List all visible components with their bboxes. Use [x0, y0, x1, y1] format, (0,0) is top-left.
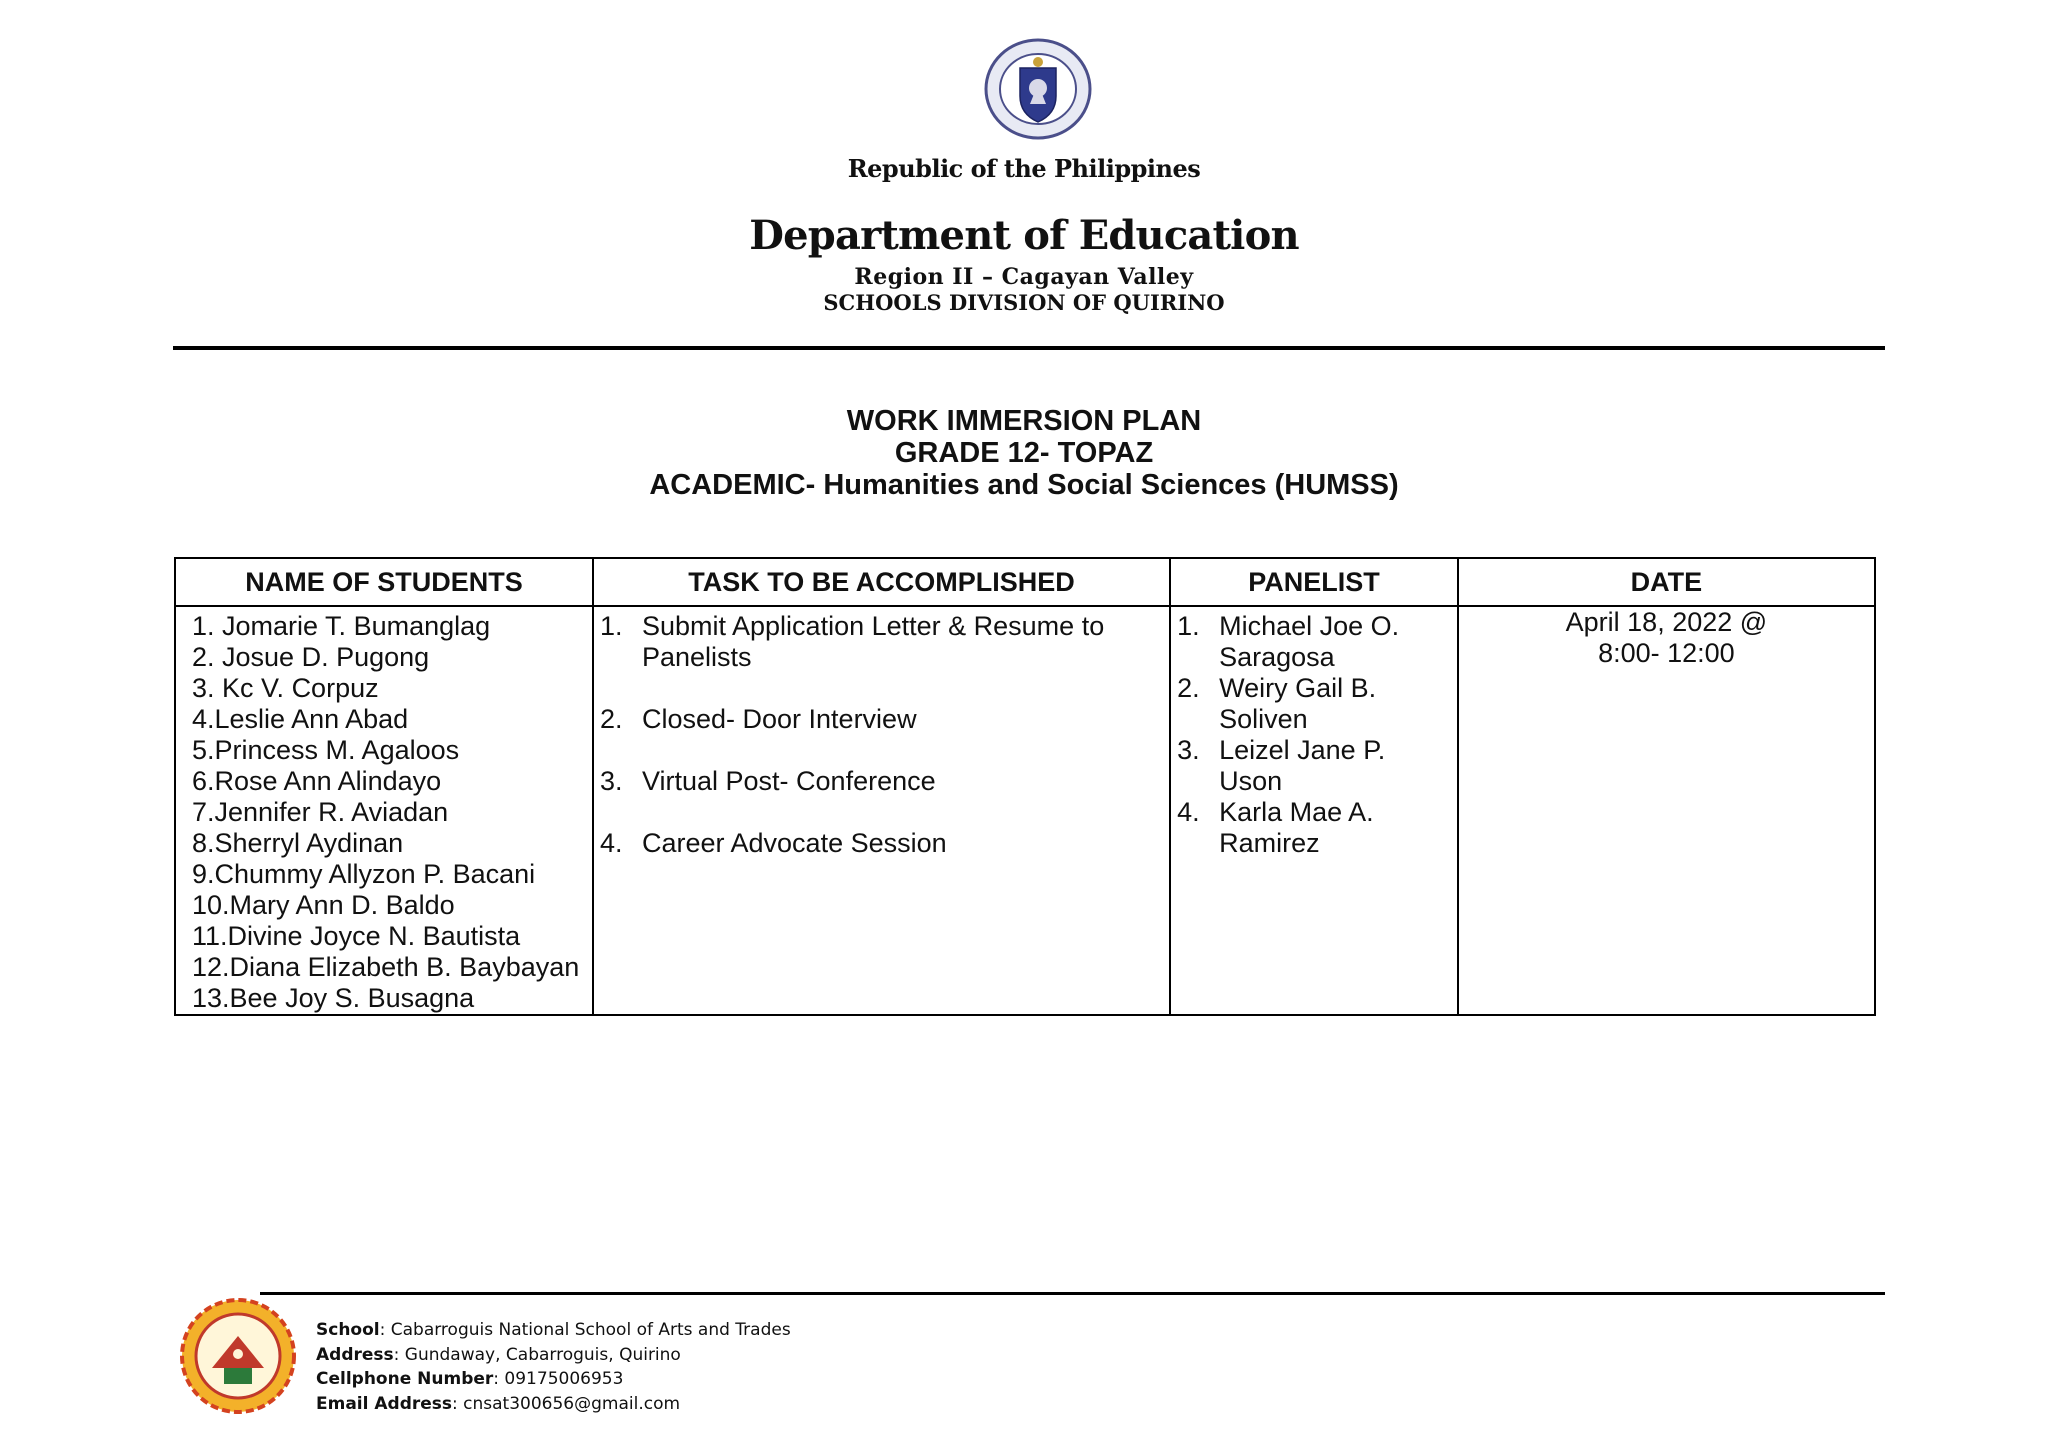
list-item: 1. Jomarie T. Bumanglag — [192, 611, 491, 641]
list-item — [1171, 797, 1457, 859]
immersion-plan-table — [174, 557, 1876, 1016]
list-item: 4.Leslie Ann Abad — [192, 704, 409, 734]
school-value: : Cabarroguis National School of Arts and Trades — [379, 1320, 791, 1340]
list-item: 3. Kc V. Corpuz — [192, 673, 379, 703]
footer-cellphone — [316, 1367, 791, 1392]
task-text: Closed- Door Interview — [641, 704, 917, 734]
footer-contact — [316, 1318, 791, 1416]
task-number: 2. — [599, 704, 623, 734]
footer-divider — [260, 1292, 1885, 1295]
panelist-name: Karla Mae A. Ramirez — [1219, 797, 1374, 858]
plan-grade: GRADE 12- TOPAZ — [894, 437, 1154, 469]
footer-email — [316, 1392, 791, 1417]
footer-address — [316, 1343, 791, 1368]
school-seal-logo — [176, 1296, 300, 1416]
list-item: 9.Chummy Allyzon P. Bacani — [192, 859, 536, 889]
task-number: 3. — [599, 766, 623, 796]
date-cell — [1458, 606, 1875, 1015]
panelist-number: 3. — [1177, 735, 1200, 765]
panelist-cell — [1170, 606, 1458, 1015]
panelist-list — [1171, 607, 1457, 859]
list-item: 12.Diana Elizabeth B. Baybayan — [192, 952, 580, 982]
footer-school — [316, 1318, 791, 1343]
panelist-name: Michael Joe O. Saragosa — [1219, 611, 1400, 672]
address-label: Address — [316, 1344, 394, 1365]
list-item: 8.Sherryl Aydinan — [192, 828, 404, 858]
list-item: 11.Divine Joyce N. Bautista — [192, 921, 521, 951]
plan-strand: ACADEMIC- Humanities and Social Sciences (HUMSS) — [649, 469, 1399, 501]
email-label: Email Address — [316, 1393, 453, 1414]
header-panelist: PANELIST — [1170, 558, 1458, 606]
email-value: : cnsat300656@gmail.com — [452, 1393, 681, 1414]
list-item — [1171, 611, 1457, 673]
students-cell — [175, 606, 593, 1015]
list-item: 10.Mary Ann D. Baldo — [192, 890, 455, 920]
school-label: School — [316, 1320, 380, 1340]
list-item: 6.Rose Ann Alindayo — [192, 766, 442, 796]
task-number: 1. — [599, 611, 623, 641]
plan-title: WORK IMMERSION PLAN — [846, 405, 1202, 437]
task-text: Submit Application Letter & Resume to Panelists — [641, 611, 1105, 672]
task-list — [594, 607, 1169, 859]
header-region: Region II – Cagayan Valley — [854, 264, 1194, 290]
panelist-name: Leizel Jane P. Uson — [1219, 735, 1386, 796]
table-header-row — [175, 558, 1875, 606]
date-line: April 18, 2022 @ — [1565, 607, 1768, 637]
list-item — [594, 766, 1169, 797]
panelist-number: 2. — [1177, 673, 1200, 703]
panelist-number: 4. — [1177, 797, 1200, 827]
header-task: TASK TO BE ACCOMPLISHED — [593, 558, 1170, 606]
header-students: NAME OF STUDENTS — [175, 558, 593, 606]
list-item — [594, 828, 1169, 859]
time-line: 8:00- 12:00 — [1598, 638, 1735, 668]
list-item — [1171, 735, 1457, 797]
header-division: SCHOOLS DIVISION OF QUIRINO — [823, 290, 1225, 315]
header-republic: Republic of the Philippines — [847, 154, 1201, 183]
student-list — [176, 607, 592, 1014]
list-item: 7.Jennifer R. Aviadan — [192, 797, 449, 827]
list-item — [594, 704, 1169, 735]
table-row — [175, 606, 1875, 1015]
address-value: : Gundaway, Cabarroguis, Quirino — [393, 1344, 681, 1365]
deped-seal-logo — [984, 38, 1092, 140]
list-item: 13.Bee Joy S. Busagna — [192, 983, 475, 1013]
list-item — [1171, 673, 1457, 735]
cellphone-value: : 09175006953 — [493, 1369, 624, 1389]
header-date: DATE — [1458, 558, 1875, 606]
list-item — [594, 611, 1169, 673]
task-text: Career Advocate Session — [641, 828, 947, 858]
header-department: Department of Education — [749, 212, 1299, 259]
panelist-name: Weiry Gail B. Soliven — [1219, 673, 1377, 734]
task-number: 4. — [599, 828, 623, 858]
tasks-cell — [593, 606, 1170, 1015]
header-divider — [173, 346, 1885, 350]
cellphone-label: Cellphone Number — [316, 1369, 494, 1389]
panelist-number: 1. — [1177, 611, 1200, 641]
task-text: Virtual Post- Conference — [641, 766, 936, 796]
list-item: 5.Princess M. Agaloos — [192, 735, 460, 765]
list-item: 2. Josue D. Pugong — [192, 642, 430, 672]
